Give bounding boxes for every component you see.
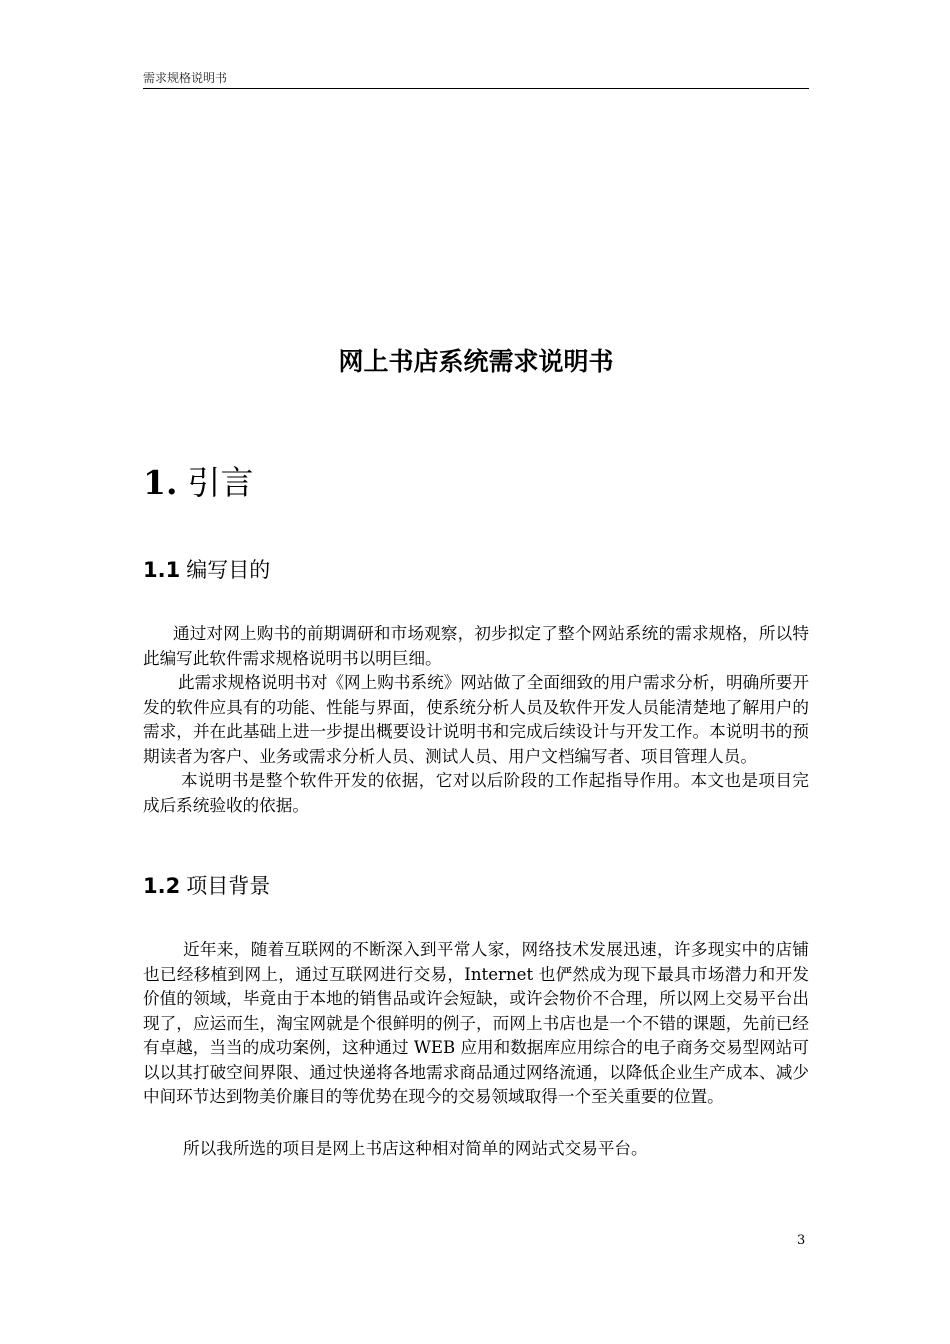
section-1-2-number: 1.2 (143, 874, 181, 898)
page-number: 3 (797, 1233, 806, 1248)
section-1-1-title: 编写目的 (186, 558, 271, 582)
section-1-number: 1. (143, 463, 178, 502)
header-divider (143, 88, 809, 89)
purpose-paragraph-1: 通过对网上购书的前期调研和市场观察，初步拟定了整个网站系统的需求规格，所以特此编写此软件需求规格说明书以明巨细。 (143, 624, 809, 668)
section-1-1-number: 1.1 (143, 558, 181, 582)
background-paragraph-1: 近年来，随着互联网的不断深入到平常人家，网络技术发展迅速，许多现实中的店铺也已经移植到网上，通过互联网进行交易，Internet 也俨然成为现下最具市场潜力和开发价值的领域，毕竟由于本地的销售品或许会短缺，或许会物价不合理，所以网上交易平台出现了，应运而生，淘宝网就是个很鲜明的例子，而网上书店也是一个不错的课题，先前已经有卓越，当当的成功案例，这种通过 WEB 应用和数据库应用综合的电子商务交易型网站可以以其打破空间界限、通过快递将各地需求商品通过网络流通，以降低企业生产成本、减少中间环节达到物美价廉目的等优势在现今的交易领域取得一个至关重要的位置。 (143, 940, 809, 1106)
section-1-2-heading (143, 871, 270, 901)
document-title: 网上书店系统需求说明书 (338, 347, 614, 376)
section-1-2-title: 项目背景 (186, 874, 271, 898)
section-1-heading (143, 461, 253, 505)
purpose-paragraph-2: 此需求规格说明书对《网上购书系统》网站做了全面细致的用户需求分析，明确所要开发的软件应具有的功能、性能与界面，使系统分析人员及软件开发人员能清楚地了解用户的需求，并在此基础上进一步提出概要设计说明书和完成后续设计与开发工作。本说明书的预期读者为客户、业务或需求分析人员、测试人员、用户文档编写者、项目管理人员。 (143, 673, 809, 766)
running-header: 需求规格说明书 (143, 71, 228, 85)
section-1-1-heading (143, 555, 270, 585)
purpose-paragraph-3: 本说明书是整个软件开发的依据，它对以后阶段的工作起指导作用。本文也是项目完成后系统验收的依据。 (143, 771, 809, 815)
background-paragraph-2: 所以我所选的项目是网上书店这种相对简单的网站式交易平台。 (183, 1139, 648, 1158)
section-1-title: 引言 (187, 463, 254, 502)
